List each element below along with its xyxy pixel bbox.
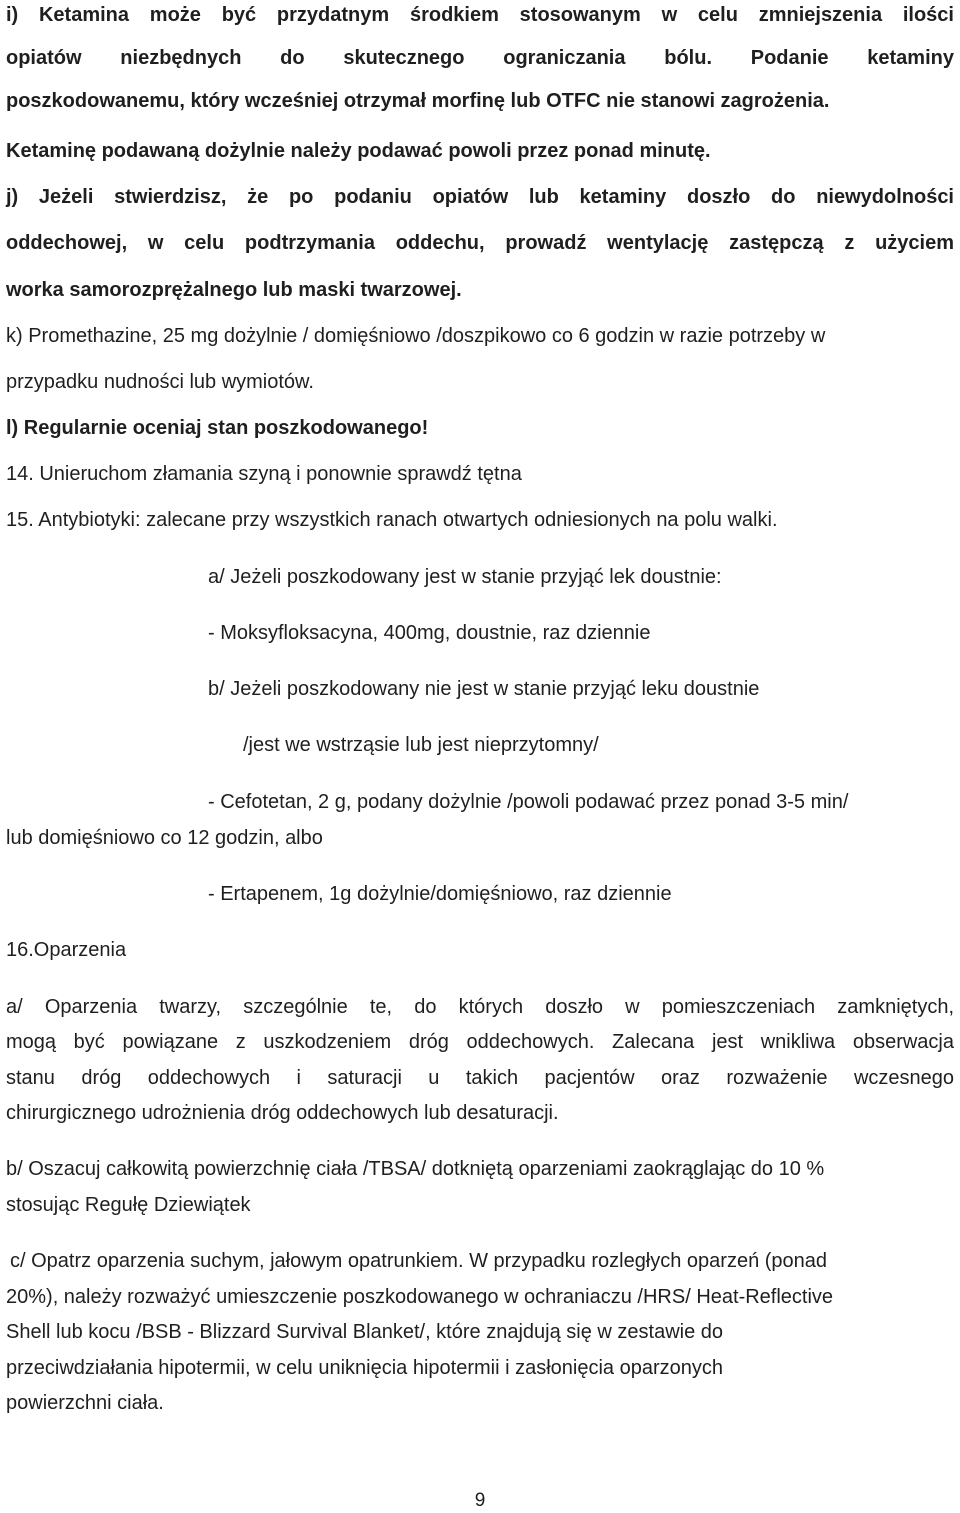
text-line: powierzchni ciała.: [6, 1392, 164, 1414]
text-line: - Moksyfloksacyna, 400mg, doustnie, raz dziennie: [208, 622, 651, 644]
page-number: 9: [474, 1490, 486, 1511]
text-line: b/ Oszacuj całkowitą powierzchnię ciała /TBSA/ dotkniętą oparzeniami zaokrąglając do 10 %: [6, 1158, 825, 1180]
text-line: - Ertapenem, 1g dożylnie/domięśniowo, raz dziennie: [208, 883, 672, 905]
text-line: c/ Opatrz oparzenia suchym, jałowym opatrunkiem. W przypadku rozległych oparzeń (ponad: [10, 1250, 828, 1272]
text-line: worka samorozprężalnego lub maski twarzowej.: [6, 279, 462, 301]
text-line: mogą być powiązane z uszkodzeniem dróg oddechowych. Zalecana jest wnikliwa obserwacja: [6, 1031, 954, 1053]
text-line: /jest we wstrząsie lub jest nieprzytomny/: [243, 734, 599, 756]
text-line: - Cefotetan, 2 g, podany dożylnie /powoli podawać przez ponad 3-5 min/: [208, 791, 849, 813]
section-heading: 16.Oparzenia: [6, 939, 127, 961]
text-line: oddechowej, w celu podtrzymania oddechu, prowadź wentylację zastępczą z użyciem: [6, 232, 954, 254]
text-line: l) Regularnie oceniaj stan poszkodowanego!: [6, 417, 429, 439]
text-line: k) Promethazine, 25 mg dożylnie / domięśniowo /doszpikowo co 6 godzin w razie potrzeby w: [6, 325, 826, 347]
text-line: a/ Jeżeli poszkodowany jest w stanie przyjąć lek doustnie:: [208, 566, 722, 588]
text-line: 14. Unieruchom złamania szyną i ponownie sprawdź tętna: [6, 463, 522, 485]
text-line: j) Jeżeli stwierdzisz, że po podaniu opiatów lub ketaminy doszło do niewydolności: [6, 186, 954, 208]
text-line: a/ Oparzenia twarzy, szczególnie te, do których doszło w pomieszczeniach zamkniętych,: [6, 996, 954, 1018]
text-line: stanu dróg oddechowych i saturacji u takich pacjentów oraz rozważenie wczesnego: [6, 1067, 954, 1089]
text-line: przeciwdziałania hipotermii, w celu uniknięcia hipotermii i zasłonięcia oparzonych: [6, 1357, 724, 1379]
text-line: stosując Regułę Dziewiątek: [6, 1194, 251, 1216]
text-line: i) Ketamina może być przydatnym środkiem stosowanym w celu zmniejszenia ilości: [6, 4, 954, 26]
text-line: lub domięśniowo co 12 godzin, albo: [6, 827, 323, 849]
text-line: b/ Jeżeli poszkodowany nie jest w stanie przyjąć leku doustnie: [208, 678, 760, 700]
text-line: przypadku nudności lub wymiotów.: [6, 371, 314, 393]
text-line: chirurgicznego udrożnienia dróg oddechowych lub desaturacji.: [6, 1102, 559, 1124]
text-line: poszkodowanemu, który wcześniej otrzymał morfinę lub OTFC nie stanowi zagrożenia.: [6, 90, 830, 112]
text-line: 15. Antybiotyki: zalecane przy wszystkich ranach otwartych odniesionych na polu walki.: [6, 509, 778, 531]
text-line: opiatów niezbędnych do skutecznego ograniczania bólu. Podanie ketaminy: [6, 47, 954, 69]
text-line: Ketaminę podawaną dożylnie należy podawać powoli przez ponad minutę.: [6, 140, 711, 162]
text-line: 20%), należy rozważyć umieszczenie poszkodowanego w ochraniaczu /HRS/ Heat-Reflective: [6, 1286, 834, 1308]
text-line: Shell lub kocu /BSB - Blizzard Survival Blanket/, które znajdują się w zestawie do: [6, 1321, 724, 1343]
